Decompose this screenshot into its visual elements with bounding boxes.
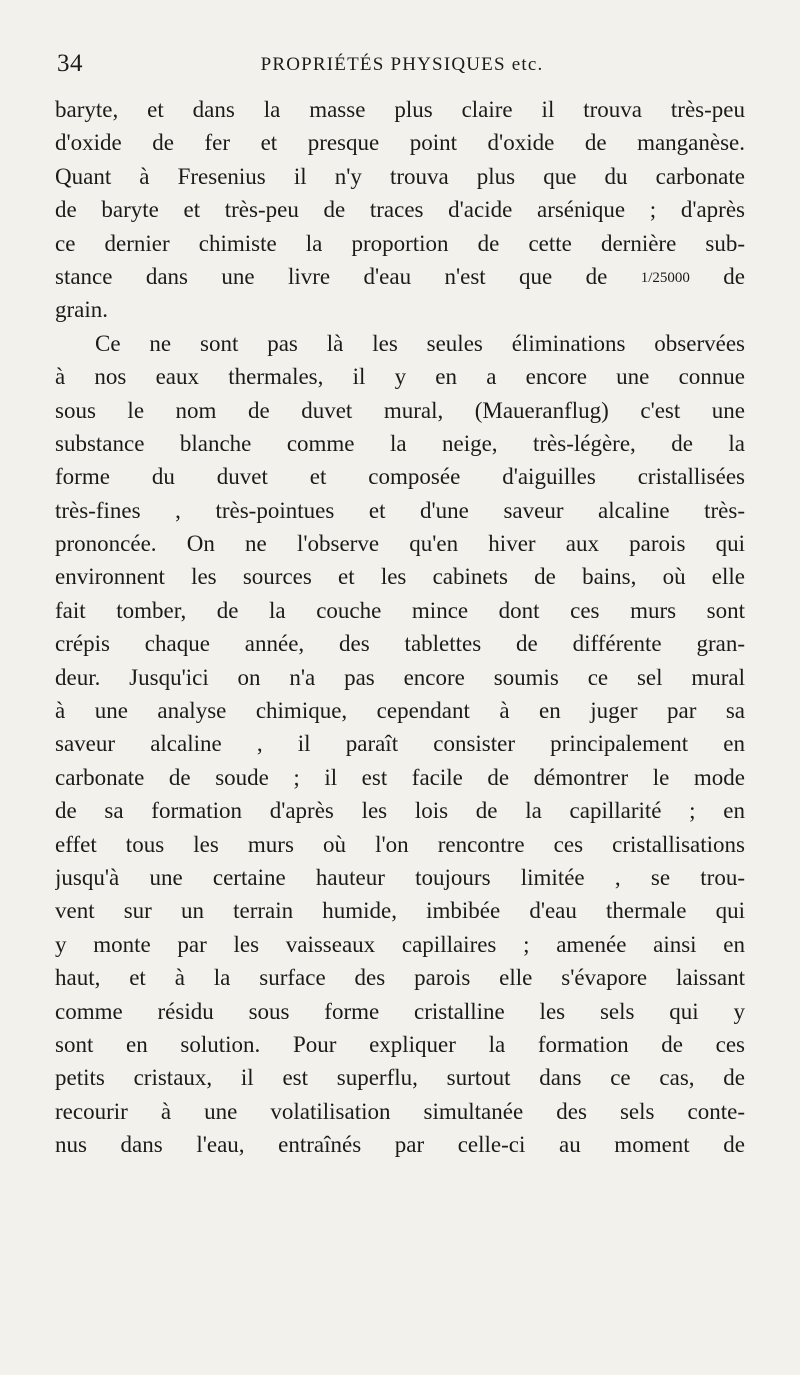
text-line: à nos eaux thermales, il y en a encore une connue <box>55 364 745 390</box>
text-line: vent sur un terrain humide, imbibée d'eau thermale qui <box>55 898 745 924</box>
text-line: deur. Jusqu'ici on n'a pas encore soumis ce sel mural <box>55 664 745 690</box>
text-line: baryte, et dans la masse plus claire il trouva très-peu <box>55 97 745 122</box>
text-line: effet tous les murs où l'on rencontre ces cristallisations <box>55 831 745 857</box>
text-line: petits cristaux, il est superflu, surtout dans ce cas, de <box>55 1065 745 1091</box>
body-text <box>55 93 745 1162</box>
text-line: environnent les sources et les cabinets de bains, où elle <box>55 564 745 590</box>
running-head <box>57 50 747 90</box>
text-line: sous le nom de duvet mural, (Maueranflug) c'est une <box>55 397 745 423</box>
text-line: de baryte et très-peu de traces d'acide arsénique ; d'après <box>55 197 745 223</box>
text-line: forme du duvet et composée d'aiguilles cristallisées <box>55 464 745 490</box>
text-line: sont en solution. Pour expliquer la formation de ces <box>55 1031 745 1057</box>
fraction-suffix: de <box>723 263 745 289</box>
text-line: fait tomber, de la couche mince dont ces murs sont <box>55 597 745 623</box>
text-line: crépis chaque année, des tablettes de différente gran- <box>55 631 745 657</box>
running-title: PROPRIÉTÉS PHYSIQUES etc. <box>260 54 544 75</box>
text-line: haut, et à la surface des parois elle s'évapore laissant <box>55 965 745 991</box>
text-line: grain. <box>55 297 109 323</box>
text-line: très-fines , très-pointues et d'une saveur alcaline très- <box>55 497 745 523</box>
paragraph-2 <box>55 327 745 1162</box>
page-number: 34 <box>57 50 83 77</box>
text-line: recourir à une volatilisation simultanée des sels conte- <box>55 1098 745 1124</box>
text-line: ce dernier chimiste la proportion de cette dernière sub- <box>55 230 745 256</box>
line-text: stance dans une livre d'eau n'est que de <box>55 263 608 289</box>
text-line: nus dans l'eau, entraînés par celle-ci au moment de <box>55 1132 745 1158</box>
text-line: Quant à Fresenius il n'y trouva plus que du carbonate <box>55 163 745 189</box>
text-line: carbonate de soude ; il est facile de démontrer le mode <box>55 764 745 790</box>
text-line: substance blanche comme la neige, très-légère, de la <box>55 430 745 456</box>
text-line: à une analyse chimique, cependant à en juger par sa <box>55 698 745 724</box>
text-line-with-fraction <box>55 260 745 293</box>
fraction: 1/25000 <box>640 269 690 286</box>
text-line: de sa formation d'après les lois de la capillarité ; en <box>55 798 745 824</box>
paragraph-1 <box>55 93 745 327</box>
text-line: y monte par les vaisseaux capillaires ; amenée ainsi en <box>55 931 745 957</box>
text-line: saveur alcaline , il paraît consister principalement en <box>55 731 745 757</box>
text-line: jusqu'à une certaine hauteur toujours limitée , se trou- <box>55 864 745 890</box>
text-line: Ce ne sont pas là les seules éliminations observées <box>95 330 745 356</box>
text-line: prononcée. On ne l'observe qu'en hiver aux parois qui <box>55 531 745 557</box>
text-line: comme résidu sous forme cristalline les sels qui y <box>55 998 745 1024</box>
text-line: d'oxide de fer et presque point d'oxide de manganèse. <box>55 130 745 156</box>
